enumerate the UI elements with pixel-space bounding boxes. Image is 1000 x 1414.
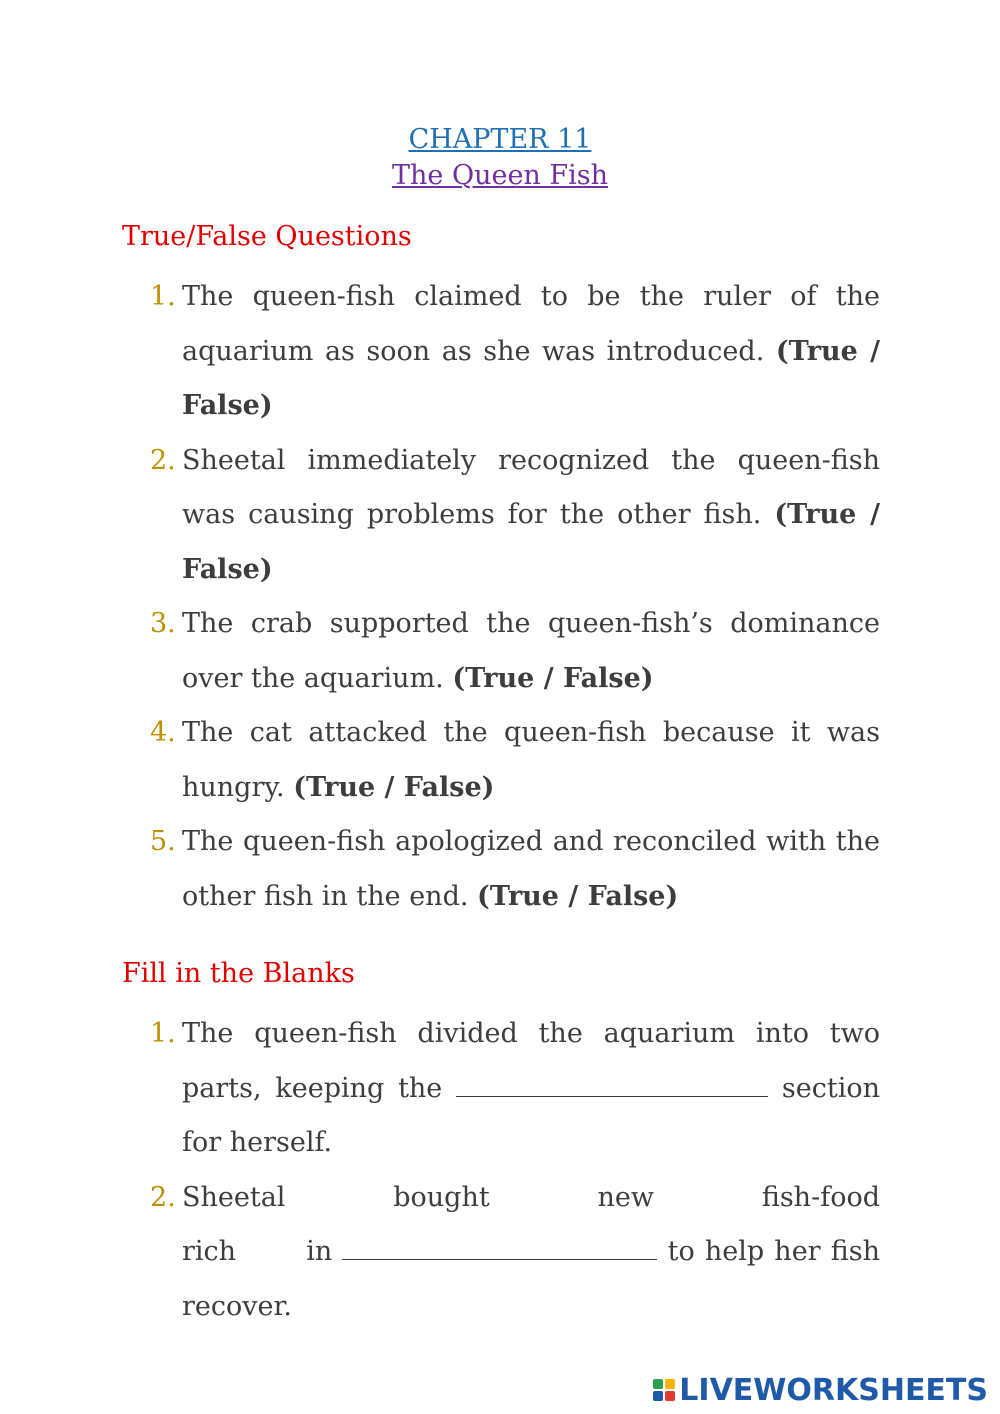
fill-blanks-heading: Fill in the Blanks	[122, 958, 355, 989]
fill-blank-question	[150, 1171, 880, 1335]
liveworksheets-logo-icon	[653, 1379, 675, 1401]
fill-blank-question	[150, 1007, 880, 1171]
liveworksheets-footer	[653, 1372, 988, 1408]
answer-blank[interactable]	[456, 1072, 768, 1097]
question-text: The crab supported the queen-fish’s dominance over the aquarium.	[182, 608, 880, 694]
true-false-list	[150, 270, 880, 924]
chapter-number: CHAPTER 11	[408, 124, 592, 155]
question-text-after: section for herself.	[182, 1072, 880, 1158]
question-number: 1.	[150, 281, 176, 312]
logo-square-green	[653, 1379, 663, 1389]
question-text: The queen-fish apologized and reconciled with the other fish in the end.	[182, 826, 880, 912]
question-number: 4.	[150, 717, 176, 748]
question-text: Sheetal immediately recognized the queen-fish was causing problems for the other fish.	[182, 444, 880, 530]
question-text: The cat attacked the queen-fish because it was hungry.	[182, 717, 880, 803]
question-text-after: to help her fish recover.	[182, 1236, 880, 1322]
answer-blank[interactable]	[342, 1235, 657, 1260]
true-false-question	[150, 815, 880, 924]
true-false-choice[interactable]: (True / False)	[452, 662, 654, 694]
true-false-choice[interactable]: (True / False)	[182, 335, 880, 421]
logo-square-red	[665, 1391, 675, 1401]
true-false-question	[150, 270, 880, 434]
true-false-question	[150, 706, 880, 815]
question-number: 2.	[150, 444, 176, 476]
true-false-choice[interactable]: (True / False)	[477, 880, 679, 912]
question-text: The queen-fish claimed to be the ruler of the aquarium as soon as she was introduced.	[182, 281, 880, 367]
chapter-title: The Queen Fish	[391, 160, 609, 191]
question-text-before: The queen-fish divided the aquarium into two parts, keeping the	[182, 1018, 880, 1104]
question-number: 5.	[150, 826, 176, 857]
question-number: 3.	[150, 608, 176, 639]
brand-name: LIVEWORKSHEETS	[679, 1372, 988, 1408]
logo-square-yellow	[665, 1379, 675, 1389]
fill-blanks-list	[150, 1007, 880, 1334]
question-text-before: Sheetal bought new fish-food rich in	[182, 1181, 880, 1267]
true-false-choice[interactable]: (True / False)	[293, 771, 495, 803]
true-false-question	[150, 434, 880, 598]
true-false-choice[interactable]: (True / False)	[182, 499, 880, 585]
question-number: 1.	[150, 1018, 176, 1049]
logo-square-blue	[653, 1391, 663, 1401]
true-false-heading: True/False Questions	[122, 221, 412, 252]
question-number: 2.	[150, 1181, 176, 1213]
true-false-question	[150, 597, 880, 706]
